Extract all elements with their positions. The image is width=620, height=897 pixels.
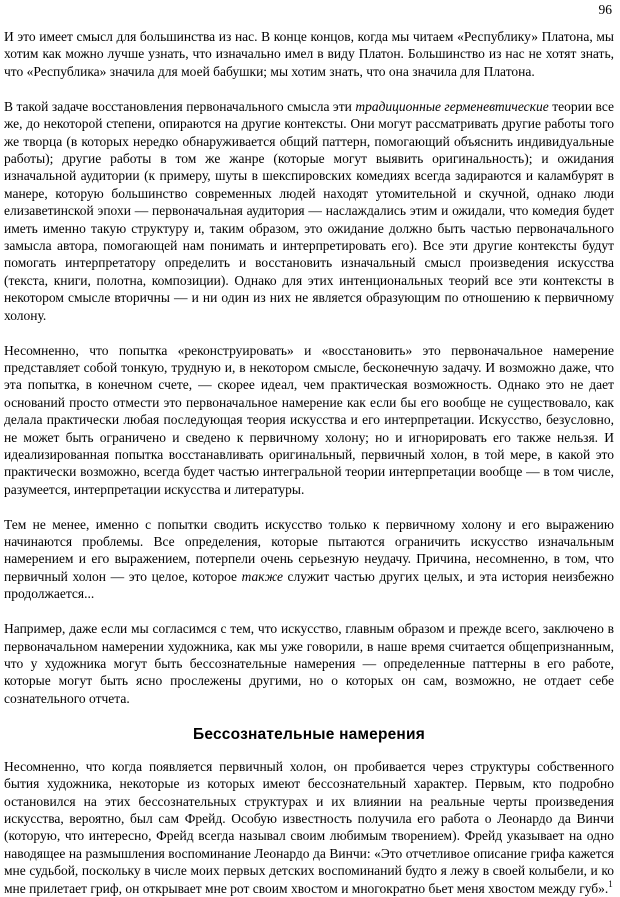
emphasis-text: традиционные герменевтические	[355, 98, 549, 114]
paragraph-intro: И это имеет смысл для большинства из нас. В конце концов, когда мы читаем «Республику» Платона, мы хотим как можно лучше узнать, что изначально имел в виду Платон. Большинство из нас не хотят знать, что «Республика» значила для моей бабушки; мы хотим знать, что она значила для Платона.	[4, 29, 614, 79]
page-number: 96	[598, 2, 612, 17]
paragraph-unconscious-intentions: Например, даже если мы согласимся с тем, что искусство, главным образом и прежде всего, заключено в первоначальном намерении художника, как мы уже говорили, в наше время считается общепризнанным, что у художника могут быть бессознательные намерения — определенные паттерны в его работе, которые могут быть ясно прослежены другими, но о которых он сам, возможно, не отдает себе сознательного отчета.	[4, 621, 614, 706]
section-heading: Бессознательные намерения	[193, 725, 425, 743]
paragraph-text: Несомненно, что когда появляется первичный холон, он пробивается через структуры собственного бытия художника, некоторые из которых имеют бессознательный характер. Первым, кто подробно остановился на этих бессознательных структурах и их влиянии на реальные черты произведения искусства, вероятно, был сам Фрейд. Особую известность получила его работа о Леонардо да Винчи (которую, что интересно, Фрейд всегда называл своим любимым творением). Фрейд указывает на одно наводящее на размышления воспоминание Леонардо да Винчи: «Это отчетливое описание грифа кажется мне судьбой, поскольку в числе моих первых детских воспоминаний будто я лежу в своей колыбели, и ко мне прилетает гриф, он открывает мне рот своим хвостом и многократно бьет меня хвостом между губ».	[4, 758, 614, 896]
footnote-reference[interactable]: 1	[608, 878, 613, 889]
paragraph-text-before: Тем не менее, именно с попытки сводить искусство только к первичному холону и его выражению начинаются проблемы. Все определения, которые пытаются ограничить искусство изначальным намерением и его выражением, потерпели очень серьезную неудачу. Причина, несомненно, в том, что первичный холон — это целое, которое	[4, 516, 614, 584]
emphasis-text: также	[241, 568, 283, 584]
paragraph-reconstruction: Несомненно, что попытка «реконструировать» и «восстановить» это первоначальное намерение представляет собой тонкую, трудную и, в некотором смысле, бесконечную задачу. И возможно даже, что эта попытка, в конечном счете, — скорее идеал, чем практическая возможность. Однако это не дает оснований просто отмести это первоначальное намерение как если бы его вообще не существовало, как делала практически любая последующая теория искусства и его интерпретации. Искусство, безусловно, не может быть ограничено и сведено к первичному холону; но и игнорировать его также нельзя. И идеализированная попытка восстанавливать оригинальный, первичный холон, в той мере, в какой это практически возможно, всегда будет частью интегральной теории интерпретации вообще — в том числе, разумеется, интерпретации искусства и литературы.	[4, 342, 614, 497]
paragraph-problems	[4, 516, 614, 603]
paragraph-hermeneutic-theories	[4, 98, 614, 324]
paragraph-text-before: В такой задаче восстановления первоначального смысла эти	[4, 98, 356, 114]
paragraph-text-after: теории все же, до некоторой степени, опираются на другие контексты. Они могут рассматривать другие работы того же творца (в которых нередко обнаруживается общий паттерн, помогающий объяснить индивидуальные работы); другие работы в том же жанре (которые могут выявить оригинальность); и ожидания изначальной аудитории (к примеру, шуты в шекспировских комедиях всегда задираются и каламбурят в манере, которую большинство современных людей находят утомительной и скучной, однако люди елизаветинской эпохи — первоначальная аудитория — наслаждались этим и ожидали, что комедия будет иметь именно такую структуру и, таким образом, это ожидание должно быть частью первоначального замысла автора, помогающей нам понимать и интерпретировать его). Все эти другие контексты будут помогать интерпретатору определить и восстановить изначальный смысл произведения искусства (текста, книги, полотна, композиции). Однако для этих интенциональных теорий все эти контексты в некотором смысле вторичны — и ни один из них не является образующим по отношению к первичному холону.	[4, 98, 614, 323]
paragraph-freud	[4, 758, 614, 897]
paragraph-text-after: служит частью других целых, и эта история неизбежно продолжается...	[4, 568, 614, 602]
